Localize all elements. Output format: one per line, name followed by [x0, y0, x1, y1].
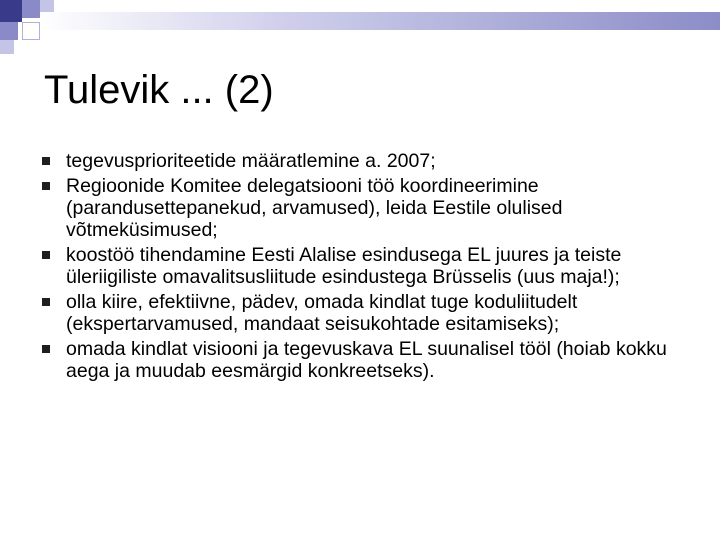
bullet-text: Regioonide Komitee delegatsiooni töö koordineerimine (parandusettepanekud, arvamused), leida Eestile olulised võtmeküsimused;: [66, 175, 563, 241]
bullet-item: [40, 175, 680, 241]
bullet-item: [40, 338, 680, 382]
square-bullet-icon: [42, 251, 50, 259]
decorative-square: [22, 22, 40, 40]
bullet-item: [40, 244, 680, 288]
bullet-text: tegevusprioriteetide määratlemine a. 2007;: [66, 150, 436, 172]
square-bullet-icon: [42, 182, 50, 190]
decorative-square: [22, 0, 40, 18]
bullet-text: omada kindlat visiooni ja tegevuskava EL suunalisel tööl (hoiab kokku aega ja muudab eesmärgid konkreetseks).: [66, 338, 667, 382]
bullet-text: koostöö tihendamine Eesti Alalise esindusega EL juures ja teiste üleriigiliste omavalitsusliitude esindustega Brüsselis (uus maja!);: [66, 244, 622, 288]
header-gradient-bar: [40, 12, 720, 30]
square-bullet-icon: [42, 298, 50, 306]
bullet-text: olla kiire, efektiivne, pädev, omada kindlat tuge koduliitudelt (ekspertarvamused, mandaat seisukohtade esitamiseks);: [66, 291, 578, 335]
decorative-square: [0, 40, 14, 54]
square-bullet-icon: [42, 345, 50, 353]
decorative-square: [0, 22, 18, 40]
square-bullet-icon: [42, 157, 50, 165]
bullet-item: [40, 291, 680, 335]
bullet-list: [40, 150, 680, 385]
bullet-item: [40, 150, 680, 172]
decorative-square: [0, 0, 22, 22]
slide-title: Tulevik ... (2): [44, 68, 274, 112]
